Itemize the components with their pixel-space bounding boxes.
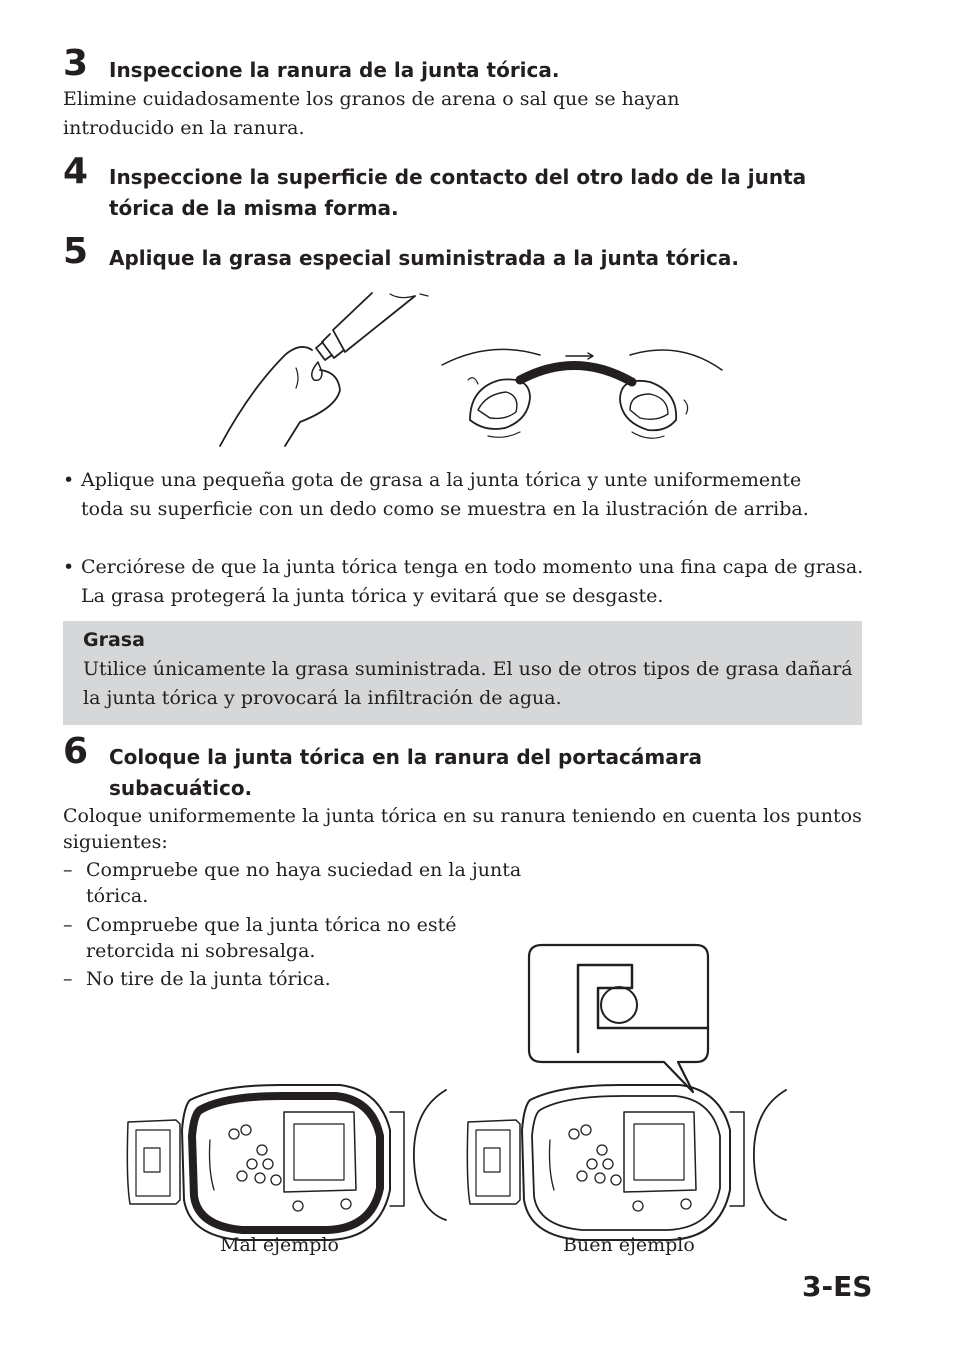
step-5-heading: Aplique la grasa especial suministrada a la junta tórica. bbox=[109, 246, 739, 270]
dash-marker: – bbox=[63, 859, 73, 881]
bad-example-caption: Mal ejemplo bbox=[220, 1234, 339, 1256]
dash-item: Compruebe que la junta tórica no esté retorcida ni sobresalga. bbox=[86, 914, 457, 962]
dash-marker: – bbox=[63, 968, 73, 990]
bullet-text: Aplique una pequeña gota de grasa a la junta tórica y unte uniformemente toda su superficie con un dedo como se muestra en la ilustración de arriba. bbox=[81, 469, 809, 520]
step-3-heading: Inspeccione la ranura de la junta tórica. bbox=[109, 58, 560, 82]
good-example-caption: Buen ejemplo bbox=[563, 1234, 695, 1256]
note-text: Utilice únicamente la grasa suministrada. El uso de otros tipos de grasa dañará la junta tórica y provocará la infiltración de agua. bbox=[83, 658, 853, 709]
page-number: 3-ES bbox=[802, 1270, 873, 1303]
bullet-marker: • bbox=[63, 556, 75, 578]
step-4-heading: Inspeccione la superficie de contacto del otro lado de la junta tórica de la misma forma. bbox=[109, 165, 807, 220]
bullet-marker: • bbox=[63, 469, 75, 491]
step-6-number: 6 bbox=[63, 731, 89, 772]
step-3-number: 3 bbox=[63, 43, 89, 84]
bullet-text: Cerciórese de que la junta tórica tenga en todo momento una fina capa de grasa. La grasa protegerá la junta tórica y evitará que se desgaste. bbox=[81, 556, 864, 607]
step-5-number: 5 bbox=[63, 231, 89, 272]
note-title: Grasa bbox=[83, 629, 145, 651]
dash-item: Compruebe que no haya suciedad en la junta tórica. bbox=[86, 859, 522, 907]
dash-marker: – bbox=[63, 914, 73, 936]
step-6-heading: Coloque la junta tórica en la ranura del portacámara subacuático. bbox=[109, 745, 703, 800]
step-4-number: 4 bbox=[63, 151, 89, 192]
dash-item: No tire de la junta tórica. bbox=[86, 968, 331, 990]
step-3-text: Elimine cuidadosamente los granos de arena o sal que se hayan introducido en la ranura. bbox=[63, 88, 680, 139]
step-6-text: Coloque uniformemente la junta tórica en su ranura teniendo en cuenta los puntos siguientes: bbox=[63, 805, 862, 853]
